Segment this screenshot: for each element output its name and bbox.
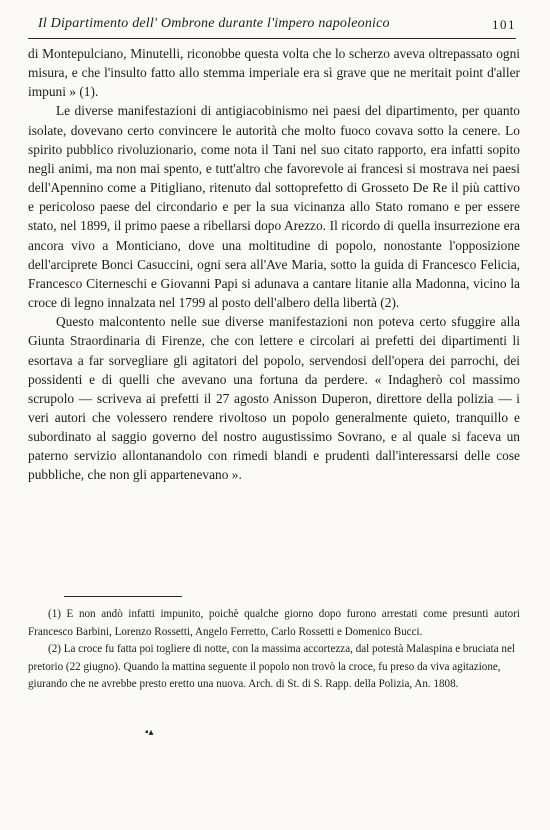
running-head: Il Dipartimento dell' Ombrone durante l'impero napoleonico — [38, 16, 390, 31]
ink-mark-icon: ▪▴ — [145, 727, 154, 738]
paragraph-antigiacobinismo: Le diverse manifestazioni di antigiacobinismo nei paesi del dipartimento, per quanto isolate, dovevano certo convincere le autorità che molto fuoco covava sotto la cenere. Lo spirito pubblico rivoluzionario, come nota il Tani nel suo citato rapporto, era infatti sopito negli animi, ma non mai spento, e tutt'altro che favorevole ai francesi si mostrava nei paesi dell'Apennino come a Pitigliano, ritenuto dal sottoprefetto di Grosseto De Re il più cattivo e pericoloso paese del circondario e per la sua vicinanza allo Stato romano e per essere stato, nel 1899, il primo paese a ribellarsi dopo Arezzo. Il ricordo di quella insurrezione era ancora vivo a Monticiano, dove una moltitudine di popolo, nonostante l'opposizione dell'arciprete Bonci Casuccini, ogni sera all'Ave Maria, sotto la guida di Francesco Felicia, Francesco Citerneschi e Giovanni Papi si adunava a cantare litanie alla Madonna, vicino la croce di legno innalzata nel 1799 al posto dell'albero della libertà (2). — [28, 103, 520, 311]
footnote-separator — [64, 596, 182, 597]
footnote-2: (2) La croce fu fatta poi togliere di notte, con la massima accortezza, dal potestà Malaspina e bruciata nel pretorio (22 giugno). Quando la mattina seguente il popolo non trovò la croce, fu preso da viva agitazione, giurando che ne avrebbe presto eretto una nuova. Arch. di St. di S. Rapp. della Polizia, An. 1808. — [28, 643, 515, 691]
footnote-1: (1) E non andò infatti impunito, poichè qualche giorno dopo furono arrestati come presunti autori Francesco Barbini, Lorenzo Rossetti, Angelo Ferretto, Carlo Rossetti e Domenico Bucci. — [28, 608, 520, 638]
page-number: 101 — [492, 17, 516, 32]
footnotes — [28, 606, 520, 694]
paragraph-malcontento: Questo malcontento nelle sue diverse manifestazioni non poteva certo sfuggire alla Giunta Straordinaria di Firenze, che con lettere e circolari ai prefetti dei dipartimenti li esortava a far sorvegliare gli agitatori del popolo, servendosi dell'opera dei parrochi, dei possidenti e di quelli che avevano una fortuna da perdere. « Indagherò col massimo scrupolo — scriveva ai prefetti il 27 agosto Anisson Duperon, direttore della polizia — i veri autori che volessero rendere rivoltoso un popolo generalmente quieto, tranquillo e subordinato al saggio governo del nostro augustissimo Sovrano, e al quale si faceva un paterno servizio allontanandolo con rimedi blandi e prudenti dall'interessarsi delle cose pubbliche, che non gli appartenevano ». — [28, 314, 520, 483]
paragraph-continuation: di Montepulciano, Minutelli, riconobbe questa volta che lo scherzo aveva oltrepassato ogni misura, e che l'insulto fatto allo stemma imperiale era sì grave que ne meritait point d'aller impuni » (1). — [28, 46, 520, 100]
page-header — [28, 16, 516, 39]
main-text — [28, 44, 520, 485]
